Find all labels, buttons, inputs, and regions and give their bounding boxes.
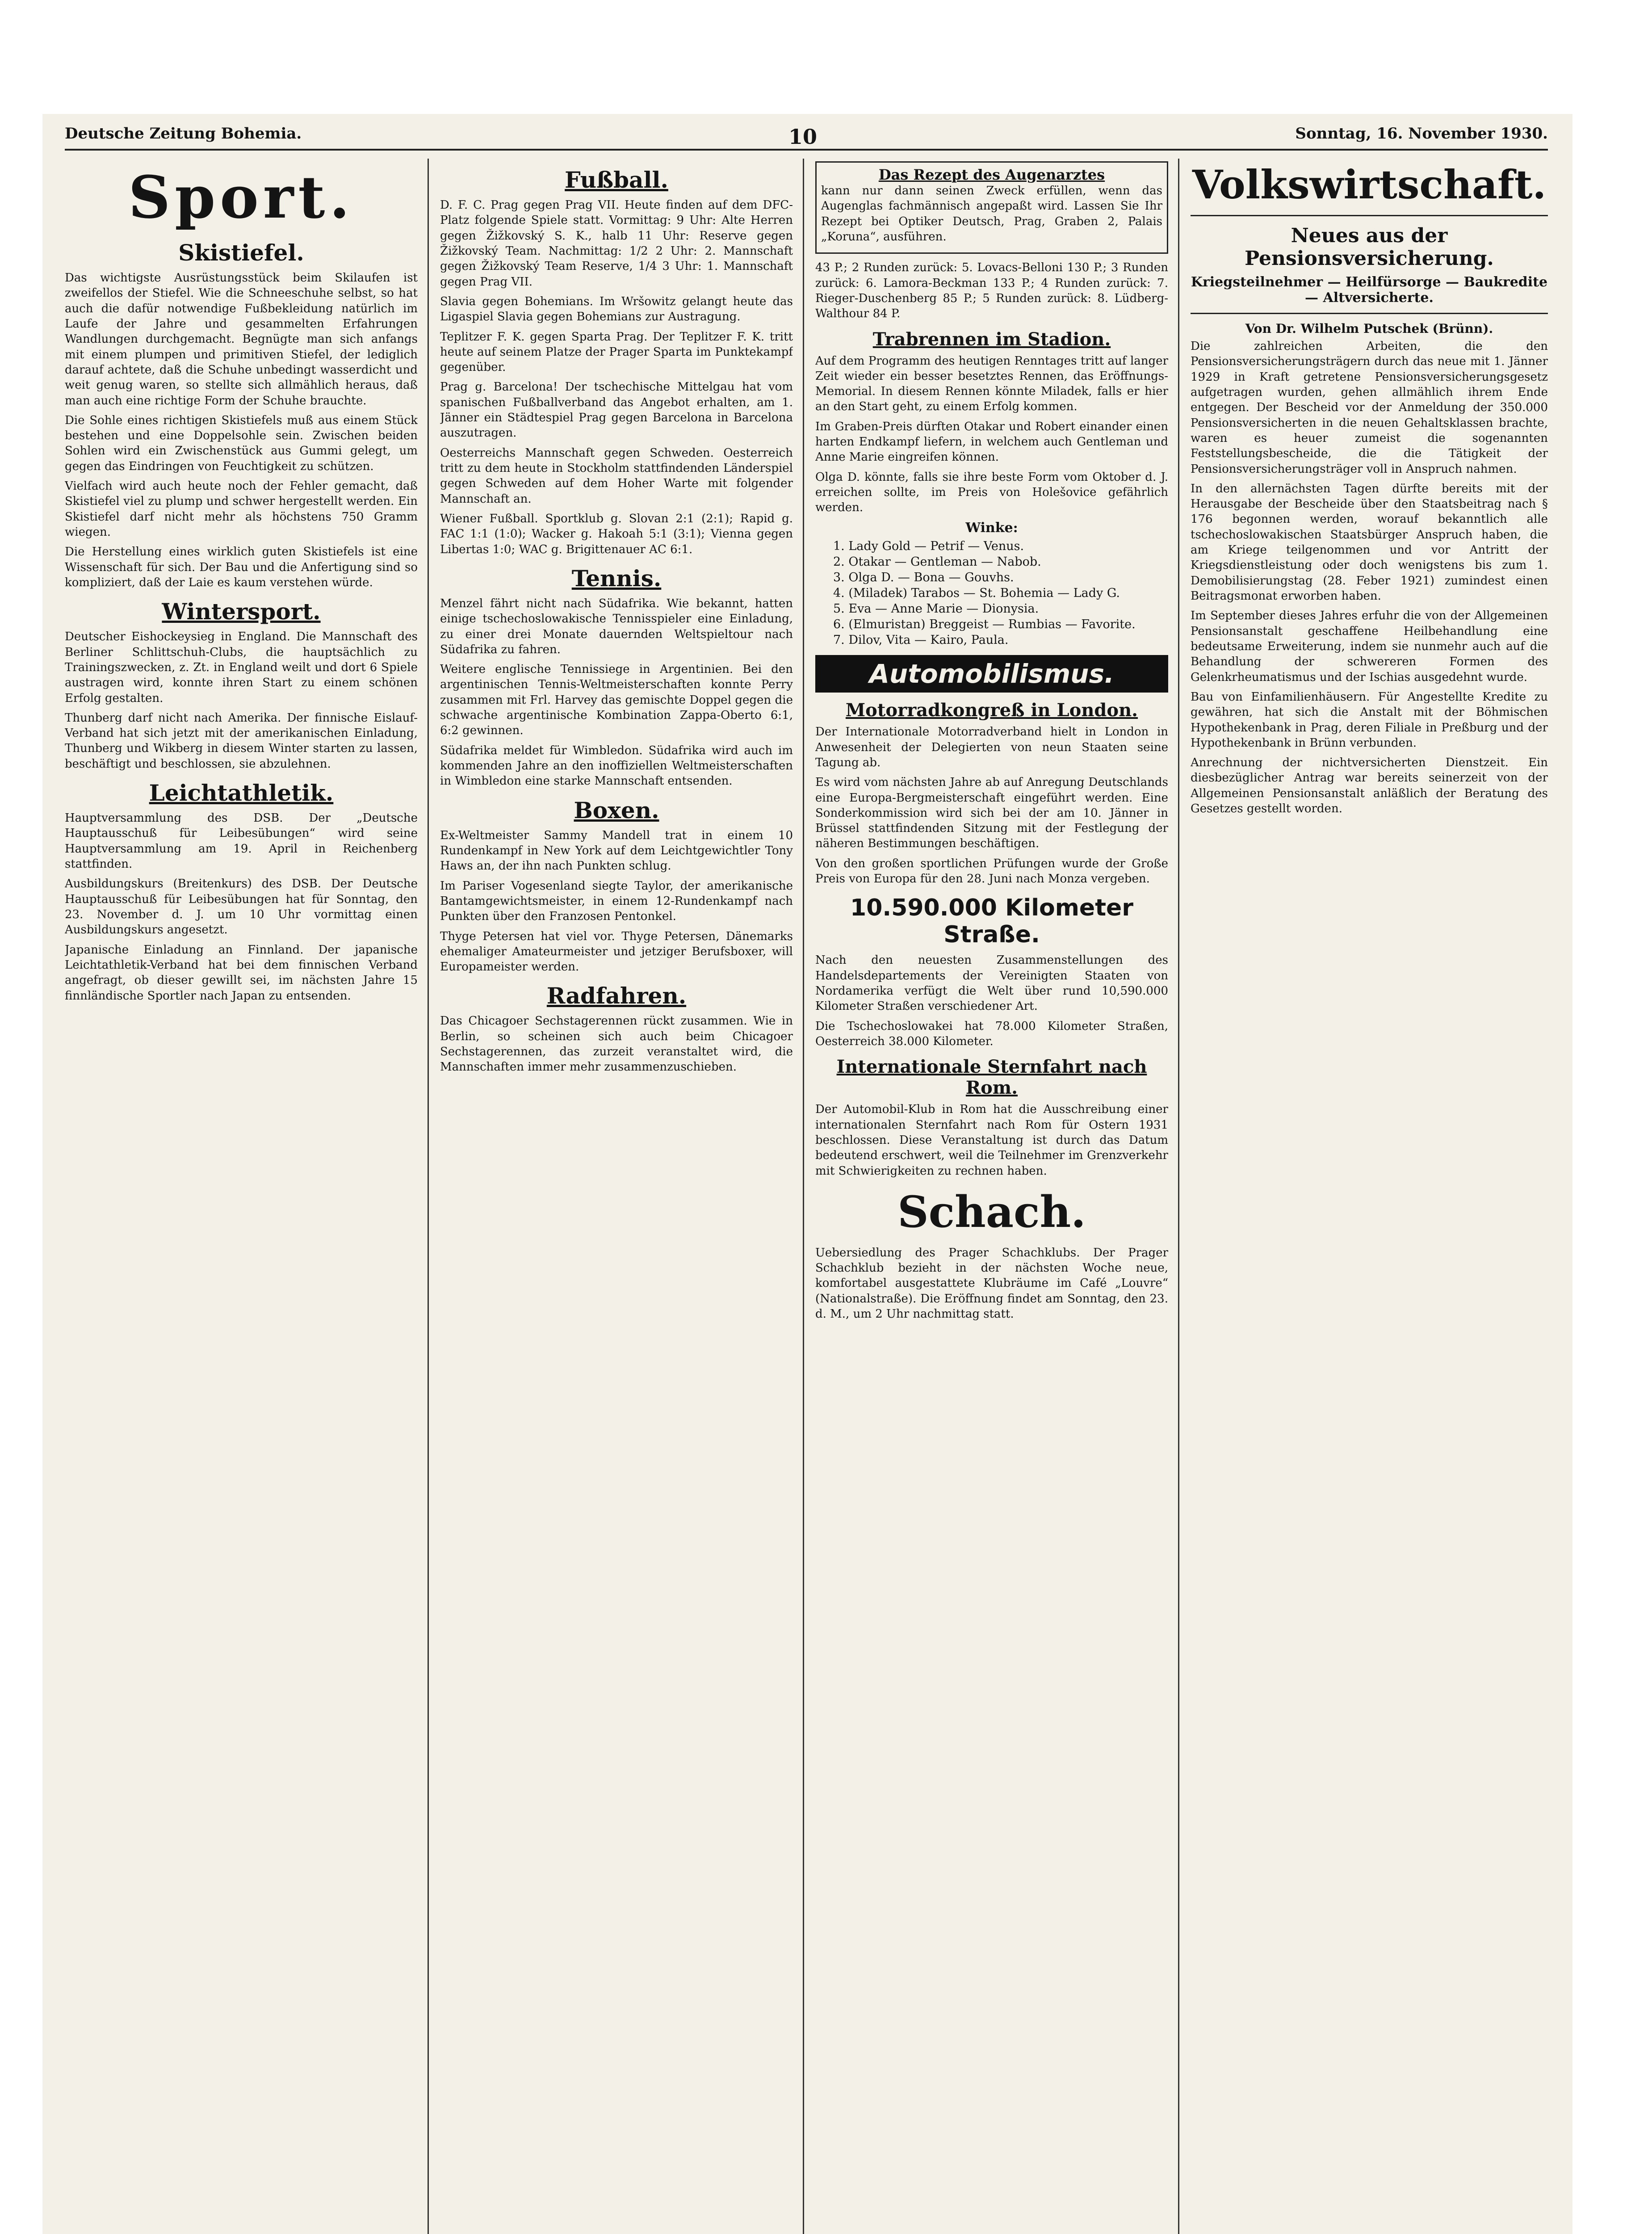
article-paragraph: Slavia gegen Bohemians. Im Wršowitz gelangt heute das Ligaspiel Slavia gegen Bohemians zur Austragung. [440, 294, 793, 324]
article-paragraph: Japanische Einladung an Finnland. Der japanische Leichtathletik-Verband hat bei dem finnischen Verband angefragt, ob dieser gewillt sei, im nächsten Jahre 15 finnländische Sportler nach Japan zu entsenden. [65, 943, 418, 1003]
article-paragraph: Deutscher Eishockeysieg in England. Die Mannschaft des Berliner Schlittschuh-Clubs, die hauptsächlich zu Trainingszwecken, z. Zt. in England weilt und dort 6 Spiele austragen wird, konnte ihren Start zu einem schönen Erfolg gestalten. [65, 630, 418, 705]
list-item: 4. (Miladek) Tarabos — St. Bohemia — Lady G. [833, 586, 1120, 600]
list-item: 2. Otakar — Gentleman — Nabob. [833, 554, 1041, 569]
article-paragraph: Menzel fährt nicht nach Südafrika. Wie bekannt, hatten einige tschechoslowakische Tennisspieler eine Einladung, zu einer drei Monate dauernden Weltspieltour nach Südafrika zu fahren. [440, 596, 793, 656]
article-paragraph: Der Internationale Motorradverband hielt in London in Anwesenheit der Delegierten von neun Staaten seine Tagung ab. [815, 725, 1168, 769]
article-paragraph: Anrechnung der nichtversicherten Dienstzeit. Ein diesbezüglicher Antrag war bereits seinerzeit von der Allgemeinen Pensionsanstalt anläßlich der Beratung des Gesetzes gestellt worden. [1191, 756, 1548, 816]
article-paragraph: Wiener Fußball. Sportklub g. Slovan 2:1 (2:1); Rapid g. FAC 1:1 (1:0); Wacker g. Hakoah 5:1 (3:1); Vienna gegen Libertas 1:0; WAC g. Brigittenauer AC 6:1. [440, 512, 793, 556]
column-sport-2 [440, 159, 793, 2234]
article-paragraph: Der Automobil-Klub in Rom hat die Ausschreibung einer internationalen Sternfahrt nach Rom für Ostern 1931 beschlossen. Diese Veranstaltung ist durch das Datum bedeutend erschwert, weil die Teilnehmer im Grenzverkehr mit Schwierigkeiten zu rechnen haben. [815, 1103, 1168, 1178]
subtitle-divider [1191, 313, 1548, 314]
article-subtitle: Kriegsteilnehmer — Heilfürsorge — Baukredite — Altversicherte. [1191, 274, 1548, 306]
section-title: Motorradkongreß in London. [845, 700, 1138, 721]
title-divider [1191, 215, 1548, 216]
section-title: Skistiefel. [178, 239, 304, 266]
section-title: Tennis. [571, 565, 662, 592]
byline: Von Dr. Wilhelm Putschek (Brünn). [1245, 321, 1493, 336]
article-paragraph: Die Sohle eines richtigen Skistiefels muß aus einem Stück bestehen und eine Doppelsohle sein. Zwischen beiden Sohlen wird ein Zwischenstück aus Gummi gelegt, um gegen das Eindringen von Feuchtigkeit zu schützen. [65, 413, 418, 473]
masthead: Deutsche Zeitung Bohemia. [65, 125, 302, 143]
article-paragraph: Die Herstellung eines wirklich guten Skistiefels ist eine Wissenschaft für sich. Der Bau und die Anfertigung sind so kompliziert, daß der Laie es kaum verstehen würde. [65, 545, 418, 589]
section-title: Radfahren. [546, 983, 687, 1009]
column-rule [1178, 159, 1179, 2234]
tips-list [833, 538, 1168, 648]
article-paragraph: Hauptversammlung des DSB. Der „Deutsche Hauptausschuß für Leibesübungen“ wird seine Hauptversammlung am 19. April in Reichenberg stattfinden. [65, 811, 418, 871]
article-paragraph: Südafrika meldet für Wimbledon. Südafrika wird auch im kommenden Jahre an den inoffiziellen Weltmeisterschaften in Wimbledon eine starke Mannschaft entsenden. [440, 743, 793, 788]
column-rule [428, 159, 429, 2234]
section-title: Internationale Sternfahrt nach Rom. [836, 1056, 1147, 1099]
column-racing-auto-chess [815, 159, 1168, 2234]
list-item: 6. (Elmuristan) Breggeist — Rumbias — Favorite. [833, 617, 1136, 632]
article-paragraph: Olga D. könnte, falls sie ihre beste Form vom Oktober d. J. erreichen sollte, im Preis von Holešovice gefährlich werden. [815, 470, 1168, 515]
chess-section-title: Schach. [897, 1186, 1086, 1237]
automobile-section-banner: Automobilismus. [815, 655, 1168, 693]
article-paragraph: Im September dieses Jahres erfuhr die von der Allgemeinen Pensionsanstalt geschaffene Heilbehandlung eine bedeutsame Erweiterung, indem sie nunmehr auch auf die Behandlung der schwereren Formen des Gelenkrheumatismus und der Ischias ausgedehnt wurde. [1191, 609, 1548, 684]
issue-date: Sonntag, 16. November 1930. [1295, 125, 1548, 143]
section-title: Boxen. [574, 797, 659, 823]
article-paragraph: Die Tschechoslowakei hat 78.000 Kilometer Straßen, Oesterreich 38.000 Kilometer. [815, 1019, 1168, 1048]
article-paragraph: Thunberg darf nicht nach Amerika. Der finnische Eislauf-Verband hat sich jetzt mit der amerikanischen Einladung, Thunberg und Wikberg in diesem Winter starten zu lassen, beschäftigt und beschlossen, sie abzulehnen. [65, 711, 418, 771]
article-paragraph: D. F. C. Prag gegen Prag VII. Heute finden auf dem DFC-Platz folgende Spiele statt. Vormittag: 9 Uhr: Alte Herren gegen Žižkovský S. K., halb 11 Uhr: Reserve gegen Žižkovský Team. Nachmittag: 1/2 2 Uhr: 2. Mannschaft gegen Žižkovský Team Reserve, 1/4 3 Uhr: 1. Mannschaft gegen Prag VII. [440, 198, 793, 289]
article-paragraph: Das wichtigste Ausrüstungsstück beim Skilaufen ist zweifellos der Stiefel. Wie die Schneeschuhe selbst, so hat auch die dafür notwendige Fußbekleidung natürlich im Laufe der Jahre und gesammelten Erfahrungen Wandlungen durchgemacht. Begnügte man sich anfangs mit einem plumpen und primitiven Stiefel, der lediglich darauf achtete, daß die Schuhe unbedingt wasserdicht und weit genug waren, so stellte sich allmählich heraus, daß man auch eine richtige Form der Schuhe brauchte. [65, 271, 418, 407]
article-paragraph: Weitere englische Tennissiege in Argentinien. Bei den argentinischen Tennis-Weltmeisterschaften konnte Perry zusammen mit Frl. Harvey das gemischte Doppel gegen die schwache argentinische Kombination Zappa-Oberto 6:1, 6:2 gewinnen. [440, 663, 793, 738]
section-title: 10.590.000 Kilometer Straße. [850, 894, 1133, 949]
article-paragraph: Uebersiedlung des Prager Schachklubs. Der Prager Schachklub bezieht in der nächsten Woche neue, komfortabel ausgestattete Klubräume im Café „Louvre“ (Nationalstraße). Die Eröffnung findet am Sonntag, den 23. d. M., um 2 Uhr nachmittag statt. [815, 1246, 1168, 1321]
list-item: 5. Eva — Anne Marie — Dionysia. [833, 602, 1039, 616]
tips-heading: Winke: [965, 520, 1018, 536]
list-item: 1. Lady Gold — Petrif — Venus. [833, 539, 1024, 553]
article-paragraph: Die zahlreichen Arbeiten, die den Pensionsversicherungsträgern durch das neue mit 1. Jänner 1929 in Kraft getretene Pensionsversicherungsgesetz aufgetragen wurden, gehen allmählich ihrem Ende entgegen. Der Bescheid vor der Anmeldung der 350.000 Pensionsversicherten in die neuen Gehaltsklassen brachte, waren es heuer zumeist die sogenannten Feststellungsbescheide, die die Tätigkeit der Pensionsversicherungsträger voll in Anspruch nahmen. [1191, 340, 1548, 476]
section-title: Trabrennen im Stadion. [872, 328, 1111, 350]
article-paragraph: Ausbildungskurs (Breitenkurs) des DSB. Der Deutsche Hauptausschuß für Leibesübungen hat für Sonntag, den 23. November d. J. um 10 Uhr vormittag einen Ausbildungskurs angesetzt. [65, 877, 418, 937]
article-paragraph: Vielfach wird auch heute noch der Fehler gemacht, daß Skistiefel viel zu plump und schwer hergestellt werden. Ein Skistiefel darf nicht mehr als höchstens 750 Gramm wiegen. [65, 479, 418, 539]
article-paragraph: Das Chicagoer Sechstagerennen rückt zusammen. Wie in Berlin, so scheinen sich auch beim Chicagoer Sechstagerennen, das zurzeit veranstaltet wird, die Mannschaften immer mehr zusammenzuschieben. [440, 1014, 793, 1074]
article-paragraph: Im Pariser Vogesenland siegte Taylor, der amerikanische Bantamgewichtsmeister, in einem 12-Rundenkampf nach Punkten über den Franzosen Pentonkel. [440, 879, 793, 924]
article-paragraph: Von den großen sportlichen Prüfungen wurde der Große Preis von Europa für den 28. Juni nach Monza vergeben. [815, 857, 1168, 886]
list-item: 3. Olga D. — Bona — Gouvhs. [833, 570, 1014, 584]
column-sport [65, 159, 418, 2234]
article-paragraph: Prag g. Barcelona! Der tschechische Mittelgau hat vom spanischen Fußballverband das Angebot erhalten, am 1. Jänner ein Städtespiel Prag gegen Barcelona in Barcelona auszutragen. [440, 380, 793, 440]
section-title: Wintersport. [162, 598, 321, 625]
advertisement-box [815, 161, 1168, 254]
article-paragraph: Im Graben-Preis dürften Otakar und Robert einander einen harten Endkampf liefern, in welchem auch Gentleman und Anne Marie eingreifen können. [815, 420, 1168, 464]
list-item: 7. Dilov, Vita — Kairo, Paula. [833, 633, 1009, 647]
page-header [65, 122, 1548, 151]
article-paragraph: Nach den neuesten Zusammenstellungen des Handelsdepartements der Vereinigten Staaten von Nordamerika verfügt die Welt über rund 10,590.000 Kilometer Straßen verschiedener Art. [815, 953, 1168, 1013]
column-rule [803, 159, 804, 2234]
sport-title: Sport. [128, 163, 354, 231]
article-paragraph: In den allernächsten Tagen dürfte bereits mit der Herausgabe der Bescheide über den Staatsbeitrag nach § 176 begonnen werden, worauf bekanntlich alle tschechoslowakischen Staatsbürger Anspruch haben, die am Kriege teilgenommen und vor Antritt der Kriegsdienstleistung oder doch wenigstens bis zum 1. Demobilisierungstag (28. Feber 1921) zumindest einen Beitragsmonat erworben haben. [1191, 482, 1548, 603]
section-title: Leichtathletik. [149, 780, 334, 806]
section-title: Fußball. [565, 167, 668, 193]
article-paragraph: Teplitzer F. K. gegen Sparta Prag. Der Teplitzer F. K. tritt heute auf seinem Platze der Prager Sparta im Punktekampf gegenüber. [440, 330, 793, 374]
economy-title: Volkswirtschaft. [1192, 161, 1547, 208]
article-paragraph: Thyge Petersen hat viel vor. Thyge Petersen, Dänemarks ehemaliger Amateurmeister und jetziger Berufsboxer, will Europameister werden. [440, 929, 793, 974]
ad-title: Das Rezept des Augenarztes [878, 166, 1105, 183]
article-paragraph: Auf dem Programm des heutigen Renntages tritt auf langer Zeit wieder ein besser besetztes Rennen, das Eröffnungs-Memorial. In diesem Rennen könnte Miladek, falls er hier an den Start geht, zu einem Erfolg kommen. [815, 354, 1168, 414]
ad-text: kann nur dann seinen Zweck erfüllen, wenn das Augenglas fachmännisch angepaßt wird. Lassen Sie Ihr Rezept bei Optiker Deutsch, Prag, Graben 2, Palais „Koruna“, ausführen. [821, 184, 1162, 244]
newspaper-page [42, 114, 1572, 2234]
article-paragraph: 43 P.; 2 Runden zurück: 5. Lovacs-Belloni 130 P.; 3 Runden zurück: 6. Lamora-Beckman 133 P.; 4 Runden zurück: 7. Rieger-Duschenberg 85 P.; 5 Runden zurück: 8. Lüdberg-Walthour 84 P. [815, 261, 1168, 321]
column-economy [1191, 159, 1548, 2234]
article-title: Neues aus der Pensionsversicherung. [1245, 224, 1494, 270]
article-paragraph: Es wird vom nächsten Jahre ab auf Anregung Deutschlands eine Europa-Bergmeisterschaft eingeführt werden. Eine Sonderkommission wird sich bei der am 10. Jänner in Brüssel stattfindenden Sitzung mit der Festlegung der näheren Bestimmungen beschäftigen. [815, 776, 1168, 851]
article-paragraph: Ex-Weltmeister Sammy Mandell trat in einem 10 Rundenkampf in New York auf dem Leichtgewichtler Tony Haws an, der ihn nach Punkten schlug. [440, 828, 793, 873]
page-number: 10 [788, 125, 818, 149]
article-paragraph: Oesterreichs Mannschaft gegen Schweden. Oesterreich tritt zu dem heute in Stockholm stattfindenden Länderspiel gegen Schweden auf dem Hoher Warte mit folgender Mannschaft an. [440, 446, 793, 506]
article-paragraph: Bau von Einfamilienhäusern. Für Angestellte Kredite zu gewähren, hat sich die Anstalt mit der Böhmischen Hypothekenbank in Prag, deren Filiale in Preßburg und der Hypothekenbank in Brünn verbunden. [1191, 690, 1548, 750]
